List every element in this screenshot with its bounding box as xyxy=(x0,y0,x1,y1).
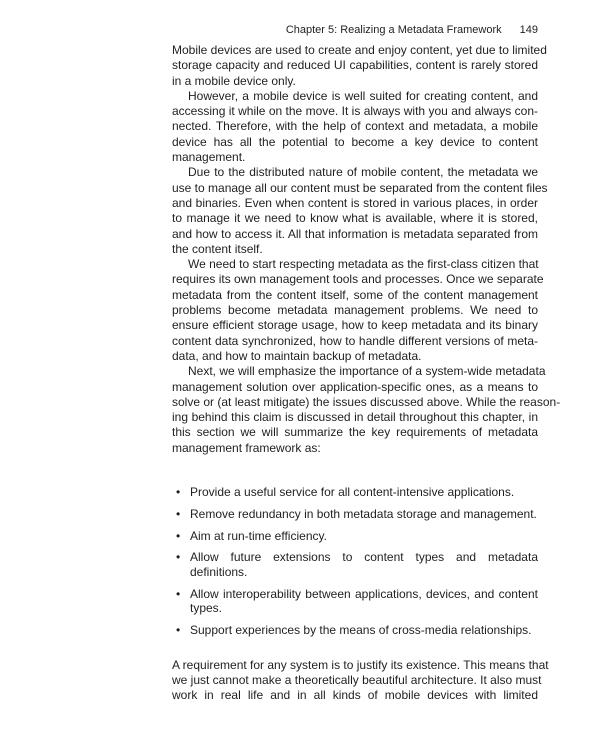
text-line: we just cannot make a theoretically beautiful architecture. It also must xyxy=(172,673,542,688)
paragraph xyxy=(172,89,538,165)
body-paragraphs xyxy=(172,43,561,456)
text-line: Next, we will emphasize the importance of a system-wide metadata xyxy=(188,364,546,379)
text-line: ing behind this claim is discussed in detail throughout this chapter, in xyxy=(172,410,538,425)
text-line: content data synchronized, how to handle different versions of meta- xyxy=(172,333,538,348)
text-line: Aim at run-time efficiency. xyxy=(190,528,327,543)
text-line: device has all the potential to become a key device to content xyxy=(172,134,538,149)
text-line: definitions. xyxy=(190,564,248,579)
bullet-icon: • xyxy=(176,528,181,543)
text-line: storage capacity and reduced UI capabilities, content is rarely stored xyxy=(172,58,538,73)
paragraph xyxy=(172,257,544,364)
text-line: Mobile devices are used to create and enjoy content, yet due to limited xyxy=(172,43,547,57)
text-line: management solution over application-specific ones, as a means to xyxy=(172,379,538,394)
text-line: data, and how to maintain backup of metadata. xyxy=(172,348,422,363)
text-line: types. xyxy=(190,600,223,615)
text-line: Support experiences by the means of cross-media relationships. xyxy=(190,622,532,637)
text-line: and binaries. Even when content is stored in various places, in order xyxy=(172,195,538,210)
page-body xyxy=(172,43,561,704)
requirements-list xyxy=(172,485,538,637)
text-line: Provide a useful service for all content-intensive applications. xyxy=(190,485,515,500)
text-line: However, a mobile device is well suited for creating content, and xyxy=(188,88,538,103)
text-line: solve or (at least mitigate) the issues discussed above. While the reason- xyxy=(172,394,561,409)
list-item xyxy=(172,550,538,579)
text-line: use to manage all our content must be separated from the content files xyxy=(172,180,548,195)
text-line: to manage it we need to know what is available, where it is stored, xyxy=(172,211,538,226)
list-item xyxy=(172,529,538,543)
text-line: accessing it while on the move. It is always with you and always con- xyxy=(172,104,538,119)
text-line: Due to the distributed nature of mobile content, the metadata we xyxy=(188,165,538,180)
paragraph xyxy=(172,165,548,257)
text-line: Allow future extensions to content types and metadata xyxy=(190,550,538,565)
text-line: requires its own management tools and processes. Once we separate xyxy=(172,272,544,287)
text-line: this section we will summarize the key requirements of metadata xyxy=(172,425,538,440)
text-line: We need to start respecting metadata as the first-class citizen that xyxy=(188,257,539,272)
text-line: Allow interoperability between applications, devices, and content xyxy=(190,586,538,601)
text-line: work in real life and in all kinds of mobile devices with limited xyxy=(172,688,538,703)
text-line: Remove redundancy in both metadata storage and management. xyxy=(190,506,537,521)
text-line: nected. Therefore, with the help of context and metadata, a mobile xyxy=(172,119,538,134)
text-line: and how to access it. All that information is metadata separated from xyxy=(172,226,538,241)
list-item xyxy=(172,623,538,637)
bullet-icon: • xyxy=(176,586,181,601)
paragraph xyxy=(172,43,547,89)
paragraph xyxy=(172,364,561,456)
running-header xyxy=(172,24,538,36)
text-line: in a mobile device only. xyxy=(172,73,296,88)
final-paragraph xyxy=(172,657,549,704)
bullet-icon: • xyxy=(176,550,181,565)
bullet-icon: • xyxy=(176,485,181,500)
list-item xyxy=(172,587,538,616)
text-line: management framework as: xyxy=(172,440,321,455)
text-line: A requirement for any system is to justify its existence. This means that xyxy=(172,657,549,672)
list-item xyxy=(172,507,538,521)
running-title: Chapter 5: Realizing a Metadata Framework xyxy=(285,24,502,36)
text-line: the content itself. xyxy=(172,241,263,256)
text-line: problems become metadata management problems. We need to xyxy=(172,303,538,318)
list-item xyxy=(172,485,538,499)
text-line: management. xyxy=(172,150,246,165)
bullet-icon: • xyxy=(176,622,181,637)
text-line: metadata from the content itself, some of the content management xyxy=(172,287,538,302)
page-number: 149 xyxy=(519,24,538,36)
bullet-icon: • xyxy=(176,506,181,521)
text-line: ensure efficient storage usage, how to keep metadata and its binary xyxy=(172,318,538,333)
